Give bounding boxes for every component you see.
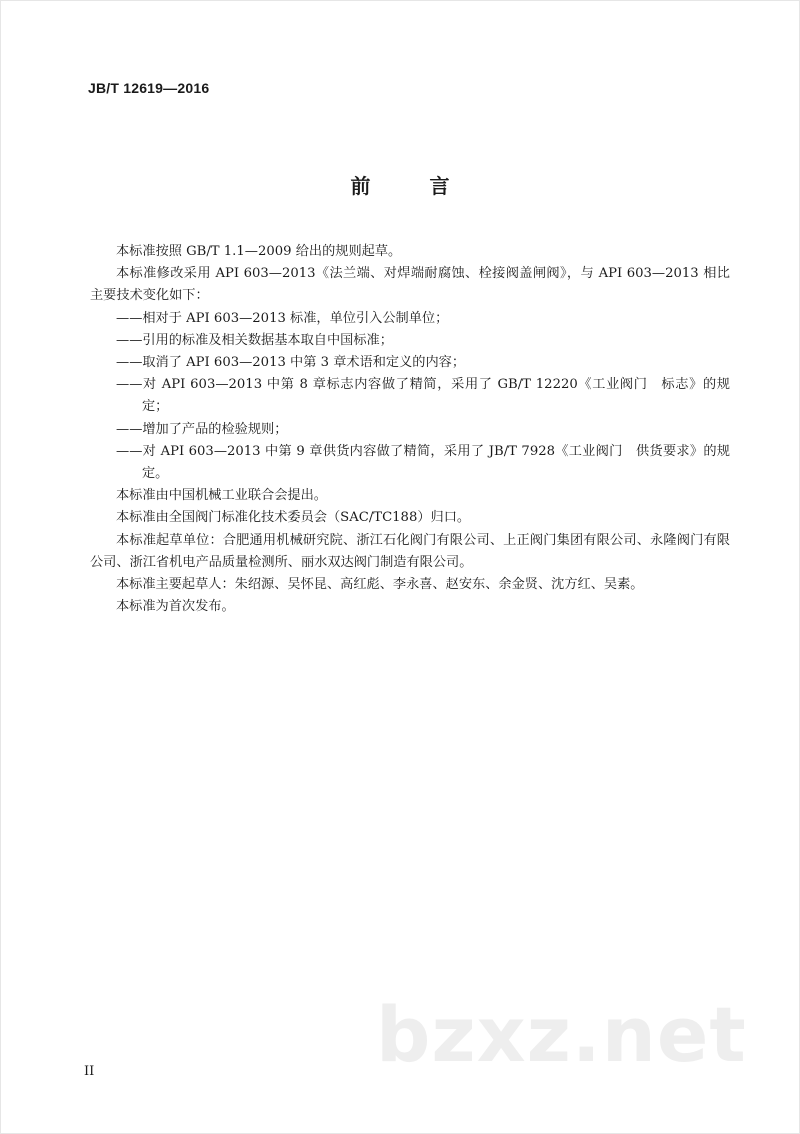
page-title: 前 言 [350, 174, 476, 198]
foreword-body [90, 241, 730, 618]
paragraph-drafting-units: 本标准起草单位：合肥通用机械研究院、浙江石化阀门有限公司、上正阀门集团有限公司、永隆阀门有限公司、浙江省机电产品质量检测所、丽水双达阀门制造有限公司。 [90, 532, 730, 570]
change-item: ——相对于 API 603—2013 标准，单位引入公制单位； [116, 310, 449, 326]
standard-code: JB/T 12619—2016 [88, 80, 210, 96]
paragraph-centralized-by: 本标准由全国阀门标准化技术委员会（SAC/TC188）归口。 [116, 510, 471, 526]
paragraph-first-release: 本标准为首次发布。 [116, 599, 235, 615]
paragraph-drafters: 本标准主要起草人：朱绍源、吴怀昆、高红彪、李永喜、赵安东、余金贤、沈方红、吴素。 [116, 577, 644, 593]
change-item: ——对 API 603—2013 中第 8 章标志内容做了精简，采用了 GB/T 12220《工业阀门 标志》的规定； [116, 377, 730, 415]
change-item: ——对 API 603—2013 中第 9 章供货内容做了精简，采用了 JB/T 7928《工业阀门 供货要求》的规定。 [116, 443, 730, 482]
paragraph-adoption: 本标准修改采用 API 603—2013《法兰端、对焊端耐腐蚀、栓接阀盖闸阀》，与 API 603—2013 相比主要技术变化如下： [90, 266, 730, 304]
change-item: ——取消了 API 603—2013 中第 3 章术语和定义的内容； [116, 355, 466, 371]
page-number: II [84, 1064, 95, 1079]
change-item: ——引用的标准及相关数据基本取自中国标准； [116, 332, 393, 348]
watermark: bzxz.net [376, 990, 747, 1079]
change-item: ——增加了产品的检验规则； [116, 421, 288, 437]
paragraph-drafting-rules: 本标准按照 GB/T 1.1—2009 给出的规则起草。 [116, 244, 402, 259]
paragraph-proposed-by: 本标准由中国机械工业联合会提出。 [116, 488, 327, 504]
